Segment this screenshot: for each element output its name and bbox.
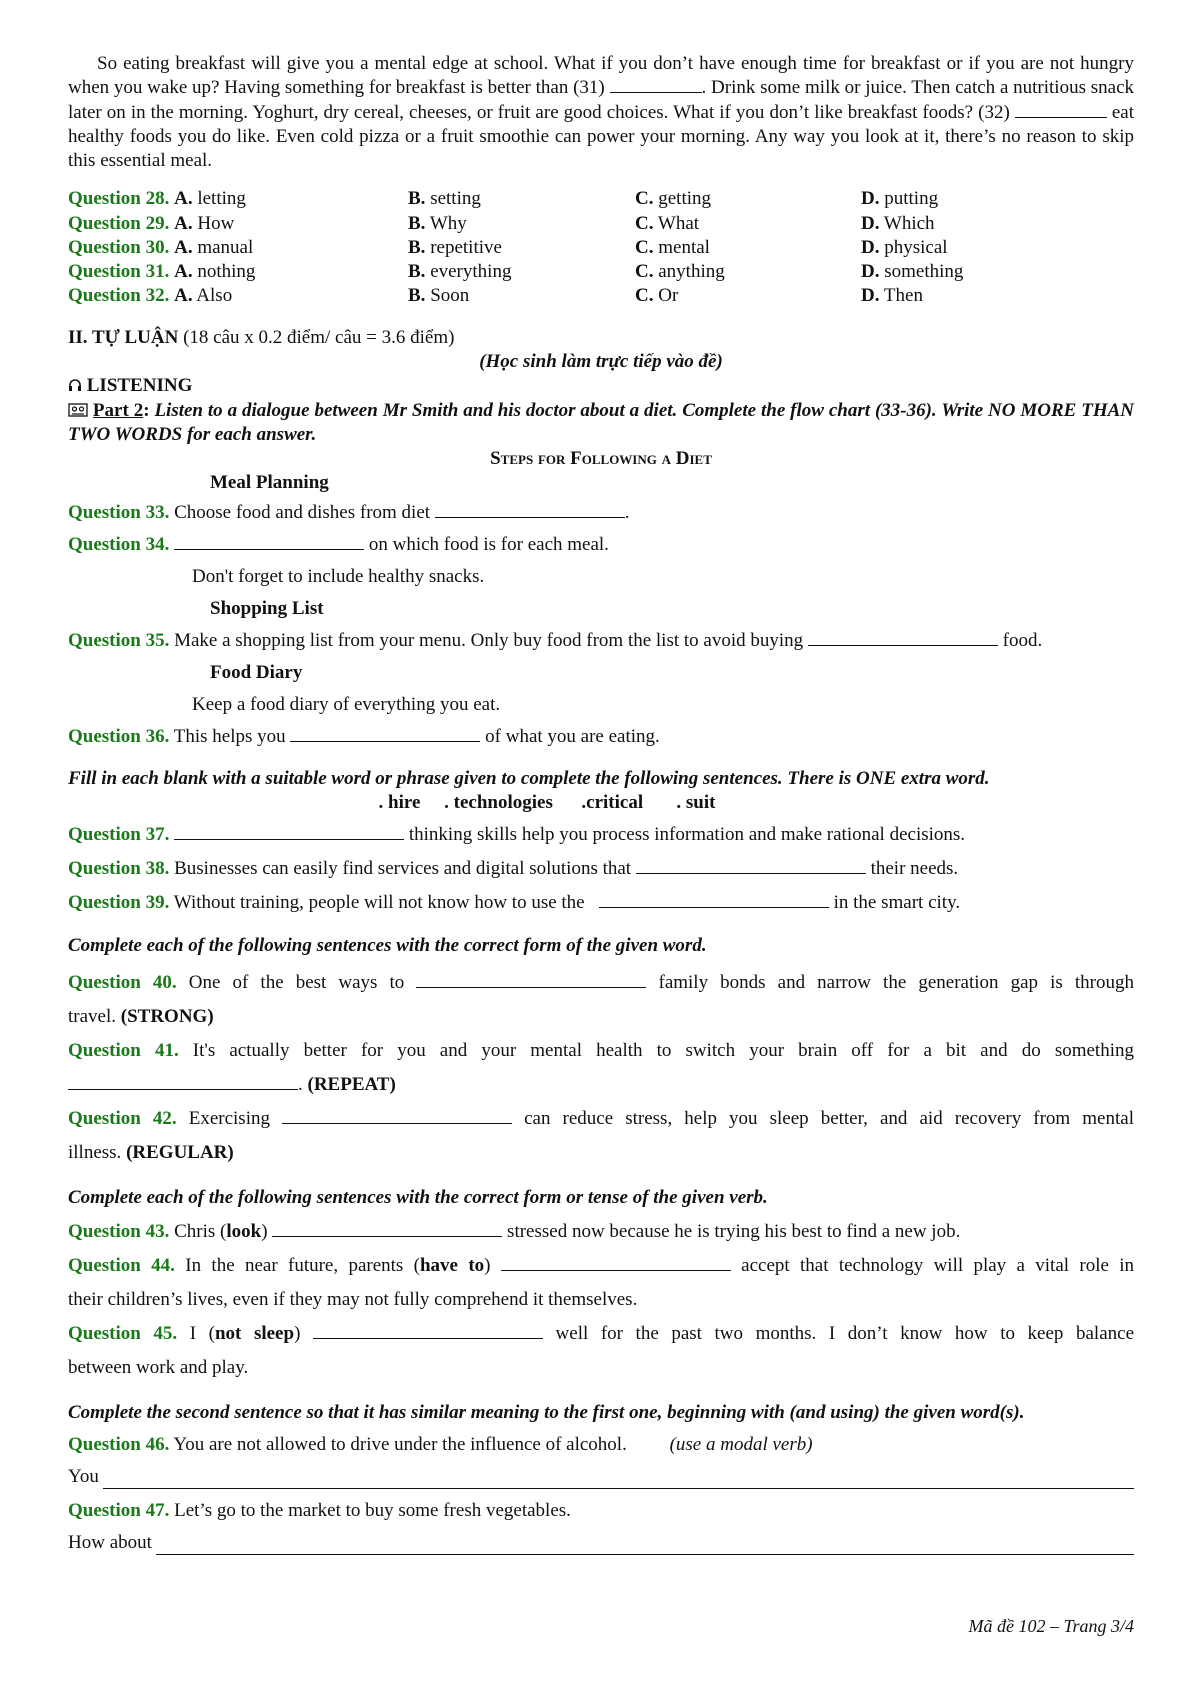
question-text: well for the past two months. I don’t know how to keep balance [542,1323,1135,1345]
mcq-row [68,187,1134,211]
question-text: family bonds and narrow the generation gap is through [646,972,1134,994]
option-d[interactable] [861,236,948,260]
answer-blank-34[interactable] [174,535,364,550]
mcq-row [68,212,1134,236]
option-letter: B. [408,285,426,307]
question-40 [68,966,1134,1034]
answer-blank-40[interactable] [416,973,646,988]
answer-blank-38[interactable] [636,859,866,874]
verb-instructions: Complete each of the following sentences with the correct form or tense of the given verb. [68,1187,768,1209]
question-text: in the smart city. [828,892,961,914]
question-text: between work and play. [68,1357,249,1379]
part-instruction-text: Listen to a dialogue between Mr Smith and his doctor about a diet. Complete the flow chart (33-36). Write NO MORE THAN TWO WORDS for each answer. [68,400,1135,446]
headphones-icon [68,375,82,399]
question-text: I ( [177,1323,215,1345]
answer-field-46[interactable] [103,1470,1134,1489]
question-text: Businesses can easily find services and digital solutions that [169,858,636,880]
option-letter: A. [174,188,193,210]
question-line [68,1136,1134,1170]
part2-instructions [68,399,1134,446]
option-a[interactable] [68,260,255,284]
question-text: stressed now because he is trying his best to find a new job. [502,1221,961,1243]
question-text: thinking skills help you process information and make rational decisions. [404,824,966,846]
word-bank-item: . suit [676,792,716,814]
page-footer: Mã đề 102 – Trang 3/4 [968,1616,1134,1636]
question-number: Question 45. [68,1323,178,1345]
option-c[interactable] [635,212,699,236]
option-letter: B. [408,188,426,210]
option-letter: C. [635,236,654,258]
question-text: food. [997,630,1043,652]
part-label: Part 2 [92,400,144,422]
option-a[interactable] [68,187,246,211]
cassette-icon [68,400,88,423]
option-text: letting [197,188,246,210]
question-number: Question 28. [68,188,170,210]
option-letter: D. [861,212,880,234]
mcq-row [68,284,1134,308]
option-c[interactable] [635,260,725,284]
option-text: putting [884,188,939,210]
sentence-start: You [68,1466,99,1488]
word-bank [0,791,1134,815]
question-number: Question 35. [68,630,170,652]
option-text: Also [196,285,233,307]
question-line [68,1249,1134,1283]
option-a[interactable] [68,284,232,308]
option-a[interactable] [68,212,234,236]
answer-blank-42[interactable] [282,1109,512,1124]
question-35 [68,629,1134,653]
option-text: physical [884,236,948,258]
section-note: (Học sinh làm trực tiếp vào đề) [479,351,723,373]
question-text: can reduce stress, help you sleep better, and aid recovery from mental [512,1108,1134,1130]
question-number: Question 36. [68,726,170,748]
question-number: Question 33. [68,502,170,524]
answer-line-46 [68,1465,1134,1489]
given-word: (STRONG) [120,1006,214,1028]
section-heading [68,326,1134,350]
option-text: Why [429,212,467,234]
question-line [68,1317,1134,1351]
option-letter: C. [635,261,654,283]
flow-note-snacks: Don't forget to include healthy snacks. [192,566,485,588]
fill-instructions: Fill in each blank with a suitable word or phrase given to complete the following sentences. There is ONE extra word. [68,768,990,790]
given-verb: not sleep [214,1323,295,1345]
given-verb: look [226,1221,262,1243]
question-39 [68,891,1134,915]
question-44 [68,1249,1134,1317]
flow-chart-title: Steps for Following a Diet [490,448,712,470]
question-text: Without training, people will not know how to use the [169,892,590,914]
question-text: ) [294,1323,313,1345]
section-score: (18 câu x 0.2 điểm/ câu = 3.6 điểm) [178,327,455,349]
question-line [68,966,1134,1000]
question-43 [68,1215,1134,1249]
section-title: II. TỰ LUẬN [68,327,179,349]
question-line [68,1000,1134,1034]
question-text: ) [484,1255,501,1277]
option-c[interactable] [635,284,678,308]
answer-blank-45[interactable] [313,1324,543,1339]
question-text: . [298,1074,308,1096]
question-number: Question 30. [68,236,170,258]
answer-blank-36[interactable] [290,727,480,742]
question-46 [68,1431,1134,1459]
question-34 [68,533,1134,557]
answer-blank-33[interactable] [435,503,625,518]
question-number: Question 47. [68,1500,170,1522]
question-36 [68,725,1134,749]
option-b[interactable] [408,284,469,308]
option-text: setting [430,188,481,210]
mcq-row [68,260,1134,284]
question-text: . [624,502,630,524]
option-c[interactable] [635,236,710,260]
passage-text: eat healthy foods you do like. Even cold pizza or a fruit smoothie can power your morning. Any way you look at it, there’s no reason to skip this essential meal. [68,101,1135,172]
word-bank-item: .critical [581,792,644,814]
option-d[interactable] [861,212,935,236]
question-42 [68,1102,1134,1170]
option-d[interactable] [861,187,938,211]
question-text: accept that technology will play a vital role in [730,1255,1135,1277]
flow-heading-food-diary: Food Diary [210,662,303,684]
given-verb: have to [419,1255,485,1277]
option-letter: C. [635,285,654,307]
question-number: Question 37. [68,824,170,846]
question-47 [68,1497,1134,1525]
option-letter: D. [861,236,880,258]
option-b[interactable] [408,236,502,260]
answer-blank-39[interactable] [599,893,829,908]
question-line [68,1068,1134,1102]
option-b[interactable] [408,260,511,284]
answer-line-47 [68,1531,1134,1555]
question-number: Question 31. [68,261,170,283]
option-text: Or [658,285,679,307]
question-45 [68,1317,1134,1385]
question-text: Make a shopping list from your menu. Only buy food from the list to avoid buying [169,630,808,652]
question-number: Question 41. [68,1040,179,1062]
option-text: manual [197,236,254,258]
question-41 [68,1034,1134,1102]
question-text: Let’s go to the market to buy some fresh vegetables. [169,1500,571,1522]
option-letter: B. [408,261,426,283]
passage-text: . Drink some milk or juice. Then catch a nutritious snack later on in the morning. Yoghurt, dry cereal, cheeses, or fruit are good choices. What if you don’t like breakfast foods? (32) [68,77,1135,123]
question-text: illness. [68,1142,127,1164]
question-text: Exercising [176,1108,283,1130]
option-letter: A. [174,285,193,307]
word-bank-item: . hire [378,792,421,814]
option-letter: C. [635,212,654,234]
reading-passage [68,52,1134,173]
question-number: Question 43. [68,1221,170,1243]
question-text: their children’s lives, even if they may not fully comprehend it themselves. [68,1289,638,1311]
question-text: ) [261,1221,273,1243]
question-number: Question 46. [68,1434,170,1456]
option-text: repetitive [430,236,502,258]
answer-field-47[interactable] [156,1536,1134,1555]
listening-heading [68,374,1134,399]
answer-blank-37[interactable] [174,825,404,840]
option-text: anything [658,261,725,283]
option-letter: A. [174,261,193,283]
question-line [68,1102,1134,1136]
option-letter: D. [861,285,880,307]
word-bank-item: . technologies [444,792,553,814]
question-text: You are not allowed to drive under the influence of alcohol. [169,1434,627,1456]
wordform-instructions: Complete each of the following sentences with the correct form of the given word. [68,935,707,957]
option-b[interactable] [408,187,481,211]
option-text: something [884,261,964,283]
option-letter: D. [861,261,880,283]
question-text: In the near future, parents ( [174,1255,420,1277]
question-number: Question 39. [68,892,170,914]
flow-heading-shopping-list: Shopping List [210,598,324,620]
rewrite-instructions: Complete the second sentence so that it has similar meaning to the first one, beginning with (and using) the given word(s). [68,1402,1025,1424]
option-letter: D. [861,188,880,210]
exam-page [68,52,1134,1555]
answer-blank-41[interactable] [68,1075,298,1090]
flow-note-diary: Keep a food diary of everything you eat. [192,694,501,716]
question-number: Question 40. [68,972,177,994]
option-letter: C. [635,188,654,210]
option-c[interactable] [635,187,711,211]
question-line [68,1034,1134,1068]
listening-title: LISTENING [86,375,193,397]
option-text: getting [658,188,712,210]
option-letter: B. [408,236,426,258]
option-a[interactable] [68,236,253,260]
given-word: (REPEAT) [307,1074,396,1096]
option-letter: A. [174,212,193,234]
question-text: on which food is for each meal. [364,534,609,556]
question-text: their needs. [865,858,959,880]
question-number: Question 29. [68,212,170,234]
sentence-start: How about [68,1532,152,1554]
question-number: Question 38. [68,858,170,880]
option-text: What [657,212,700,234]
blank-31[interactable] [610,78,702,93]
option-text: everything [430,261,512,283]
option-text: Then [883,285,923,307]
option-d[interactable] [861,260,963,284]
question-number: Question 44. [68,1255,175,1277]
answer-blank-35[interactable] [808,631,998,646]
question-number: Question 32. [68,285,170,307]
question-text: One of the best ways to [176,972,417,994]
question-37 [68,823,1134,847]
option-text: Soon [430,285,470,307]
question-33 [68,501,1134,525]
answer-blank-43[interactable] [272,1222,502,1237]
question-text: It's actually better for you and your mental health to switch your brain off for a bit and do something [178,1040,1134,1062]
option-d[interactable] [861,284,923,308]
option-text: nothing [197,261,256,283]
question-text: Choose food and dishes from diet [169,502,435,524]
multiple-choice-list [68,187,1134,308]
given-word: (REGULAR) [126,1142,234,1164]
question-38 [68,857,1134,881]
flow-heading-meal-planning: Meal Planning [210,472,329,494]
question-text: Chris ( [169,1221,227,1243]
option-text: mental [658,236,710,258]
part-colon: : [143,400,150,422]
option-b[interactable] [408,212,467,236]
blank-32[interactable] [1015,103,1107,118]
mcq-row [68,236,1134,260]
question-number: Question 34. [68,534,170,556]
question-text: of what you are eating. [480,726,660,748]
question-number: Question 42. [68,1108,177,1130]
answer-blank-44[interactable] [501,1256,731,1271]
passage-text: So eating breakfast will give you a mental edge at school. What if you don’t have enough time for breakfast or if you are not hungry when you wake up? Having something for breakfast is better than (31) [68,53,1134,99]
question-text: This helps you [169,726,291,748]
question-hint: (use a modal verb) [669,1434,813,1456]
question-text: travel. [68,1006,121,1028]
option-text: Which [883,212,935,234]
option-letter: A. [174,236,193,258]
option-letter: B. [408,212,426,234]
option-text: How [197,212,235,234]
